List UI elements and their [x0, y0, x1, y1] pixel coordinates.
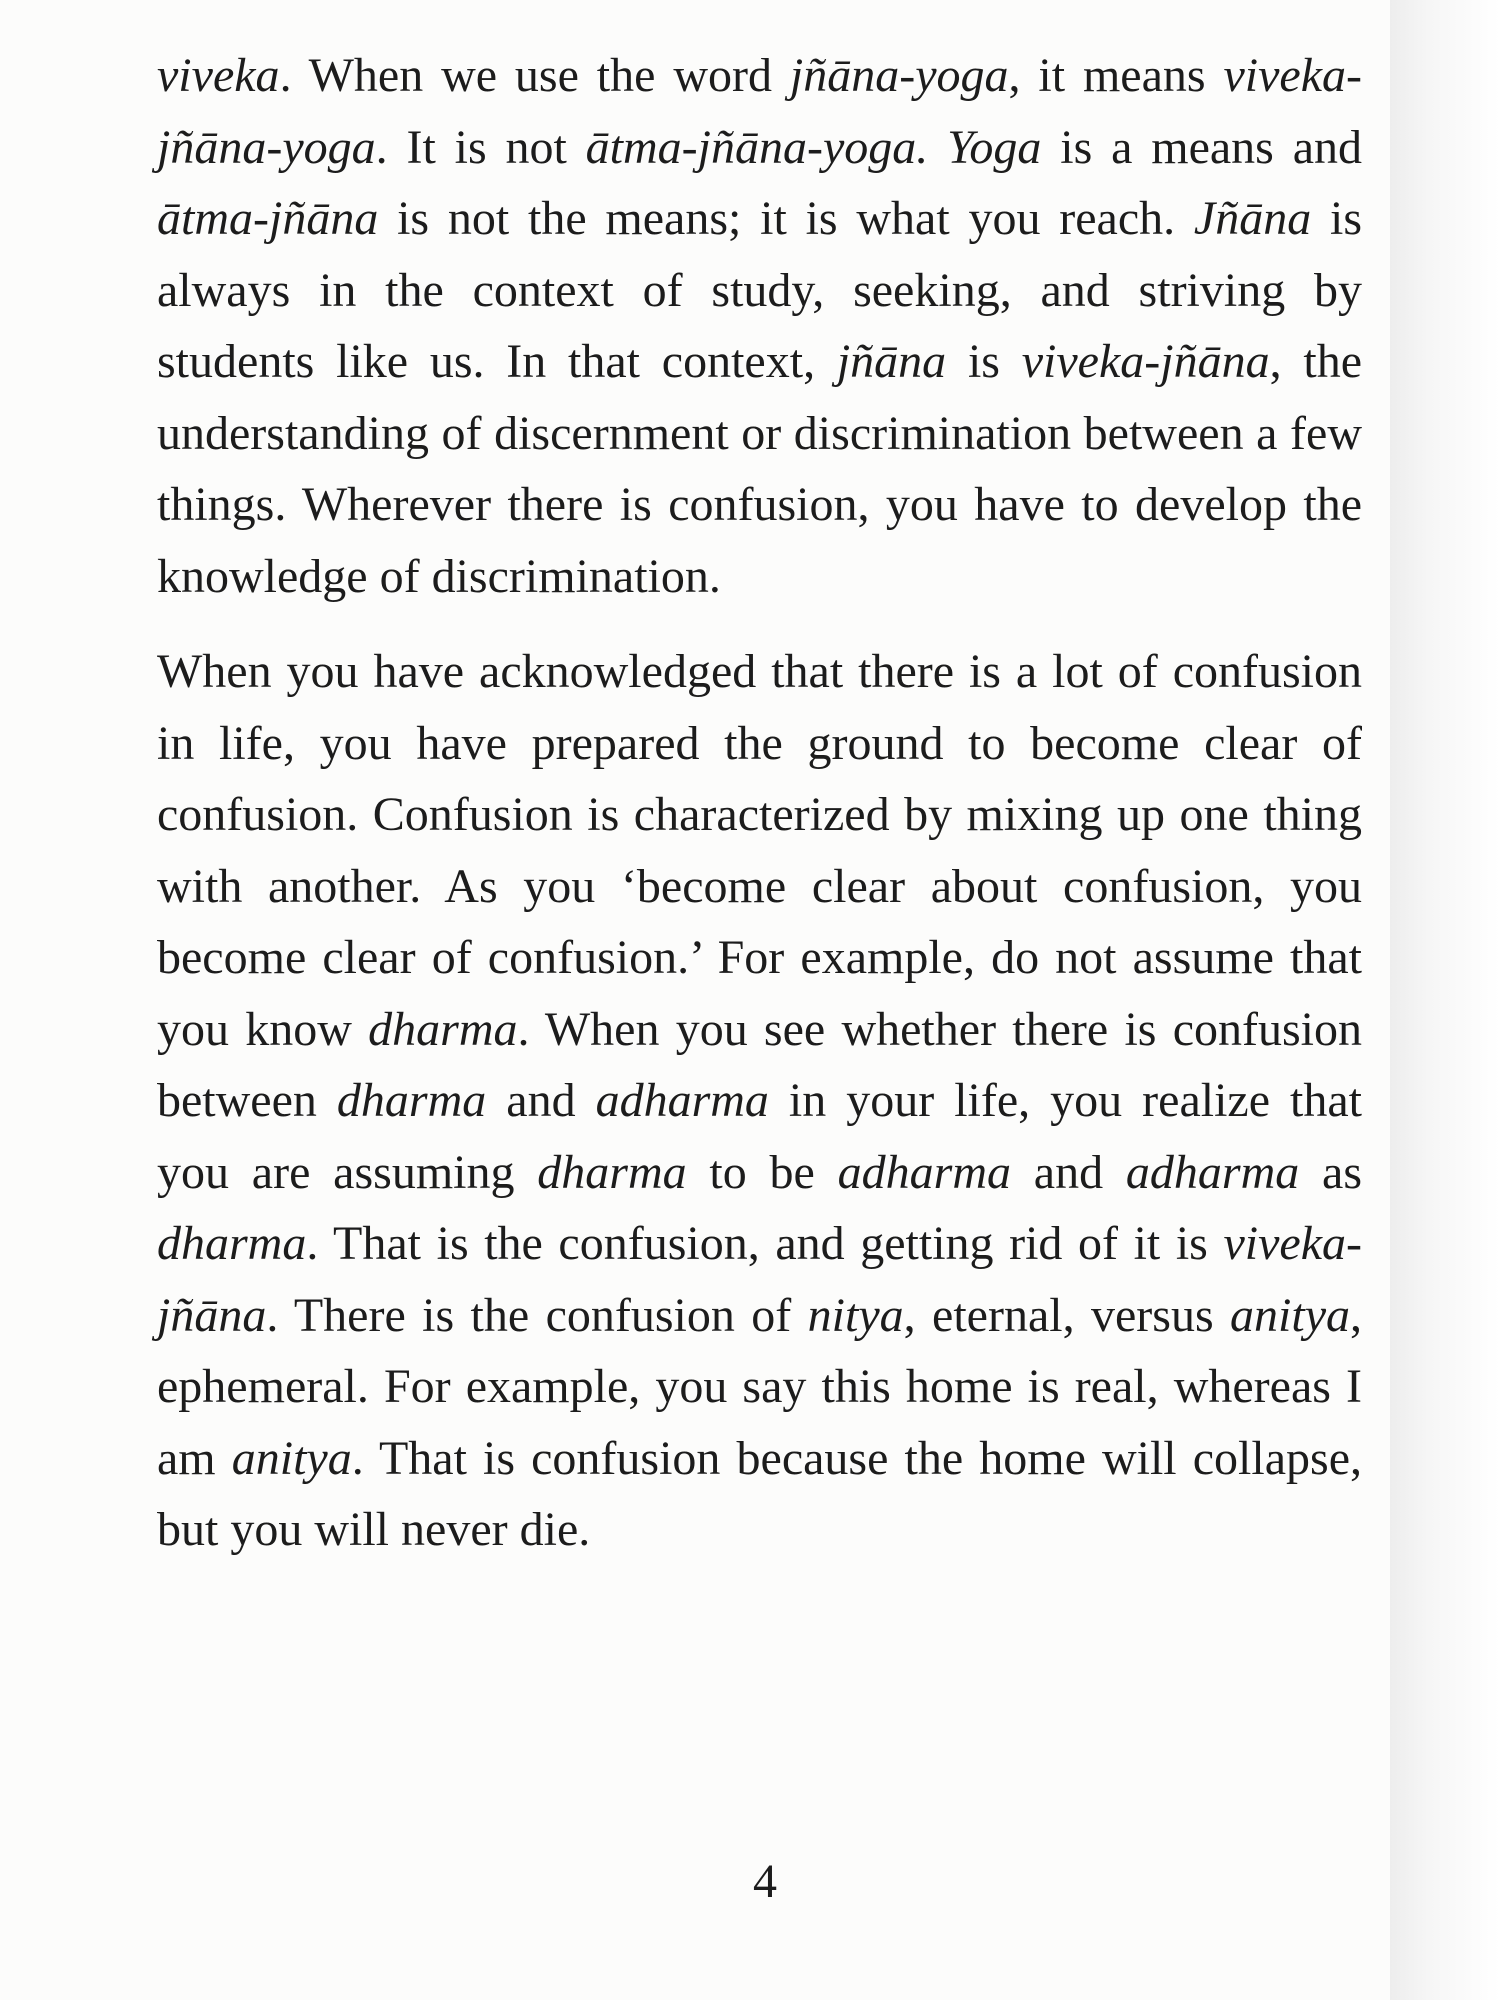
text-run: and: [1011, 1145, 1126, 1199]
italic-term: adharma: [595, 1074, 769, 1127]
text-run: in your life, you realize that you are assuming: [157, 1074, 1362, 1199]
text-run: to be: [686, 1145, 838, 1199]
text-run: . It is not: [375, 120, 586, 174]
italic-term: nitya: [807, 1288, 904, 1342]
text-run: . That is the confusion, and getting rid of it is: [306, 1217, 1224, 1270]
italic-term: anitya: [1230, 1288, 1351, 1342]
text-run: . There is the confusion of: [266, 1288, 808, 1342]
italic-term: dharma: [537, 1145, 687, 1199]
italic-term: dharma: [157, 1217, 307, 1270]
text-run: is: [946, 335, 1022, 388]
body-text: [157, 40, 1362, 1566]
italic-term: ātma-jñāna-yoga. Yoga: [585, 120, 1042, 174]
italic-term: ātma-jñāna: [157, 192, 379, 245]
text-run: and: [486, 1074, 596, 1127]
text-run: is not the means; it is what you reach.: [378, 192, 1194, 245]
paragraph: [157, 636, 1362, 1566]
italic-term: dharma: [336, 1074, 487, 1127]
italic-term: anitya: [231, 1431, 352, 1485]
text-run: . When you see whether there is confusion between: [157, 1002, 1362, 1127]
text-run: is always in the context of study, seeking, and striving by students like us. In that context,: [157, 192, 1363, 388]
text-run: . When we use the word: [279, 49, 790, 102]
italic-term: jñāna: [836, 335, 947, 388]
text-run: is a means and: [1041, 120, 1363, 174]
italic-term: viveka-jñāna: [1021, 335, 1270, 388]
italic-term: dharma: [368, 1002, 518, 1056]
italic-term: viveka: [157, 49, 280, 102]
italic-term: Jñāna: [1193, 192, 1312, 245]
italic-term: adharma: [837, 1145, 1011, 1199]
italic-term: viveka-jñāna-yoga: [157, 49, 1363, 174]
text-run: , ephemeral. For example, you say this home is real, whereas I am: [157, 1288, 1363, 1485]
text-run: When you have acknowledged that there is a lot of confusion in life, you have prepared the ground to become clear of confusion. Confusion is characterized by mixing up one thing with another. As you ‘become clear about confusion, you become clear of confusion.’ For example, do not assume that you know: [157, 645, 1362, 1056]
text-run: as: [1299, 1145, 1363, 1199]
text-run: . That is confusion because the home will collapse, but you will never die.: [157, 1431, 1362, 1556]
italic-term: jñāna-yoga: [789, 49, 1009, 102]
text-run: , it means: [1008, 49, 1224, 102]
page-number: 4: [753, 1855, 777, 1908]
italic-term: viveka-jñāna: [157, 1217, 1362, 1342]
page-edge-shadow: [1390, 0, 1500, 2000]
text-run: , the understanding of discernment or discrimination between a few things. Wherever there is confusion, you have to develop the knowledge of discrimination.: [157, 335, 1362, 603]
paragraph: [157, 40, 1362, 612]
italic-term: adharma: [1125, 1145, 1300, 1199]
text-run: , eternal, versus: [903, 1288, 1231, 1342]
